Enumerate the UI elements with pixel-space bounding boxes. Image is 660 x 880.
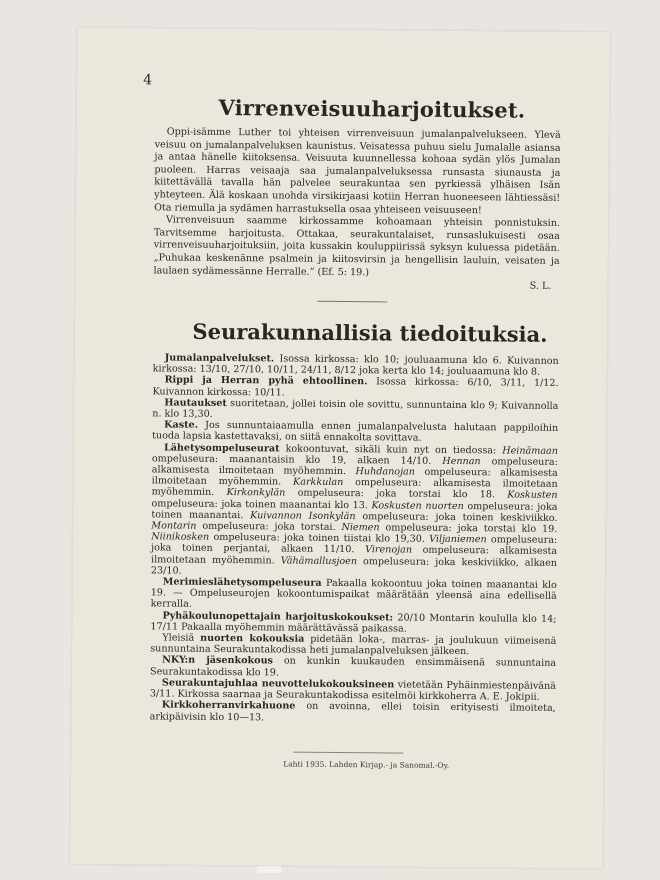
notice-text: ompeluseura: alkamisesta ilmoitetaan myöhemmin.	[151, 466, 558, 488]
notice-text: ompeluseura: joka torstai.	[196, 520, 342, 534]
place-name: Koskusten nuorten	[371, 499, 464, 512]
place-name: Virenojan	[365, 544, 413, 557]
notice-heading: Kirkkoherranvirkahuone	[161, 699, 296, 712]
notice-text: on avoinna, ellei toisin erityisesti ilmoiteta, arkipäivisin klo 10—13.	[149, 700, 556, 723]
notice-heading: Seurakuntajuhlaa neuvottelukokouksineen	[161, 677, 395, 691]
notice-text: ompeluseura: joka keskiviikko, alkaen 23/10.	[150, 555, 558, 577]
notice-text: ompeluseura: joka toinen perjantai, alkaen 11/10.	[151, 534, 558, 556]
notice-text: ompeluseura: joka torstai klo 18.	[285, 487, 508, 501]
paragraph: Oppi-isämme Luther toi yhteisen virrenveisuun jumalanpalvelukseen. Ylevä veisuu on jumalanpalveluksen kaunistus. Veisatessa puhuu sielu Jumalalle asiansa ja antaa hänelle kiitoksensa. Veisuuta kuunnellessa kohoaa sydän ylös Jumalan puoleen. Harras veisaaja saa jumalanpalveluksessa runsasta siunausta ja kiitettävällä tavalla hän palvelee seurakuntaa sen pyrkiessä ylhäisen Isän yhteyteen. Älä koskaan unohda virsikirjaasi kotiin Herran huoneeseen lähtiessäsi! Ota riemulla ja sydämen harrastuksella osaa yhteiseen veisuuseen!	[154, 126, 561, 216]
place-name: Niemen	[341, 522, 380, 534]
notice-text: ompeluseura: joka toinen tiistai klo 19,30.	[209, 532, 430, 546]
notice-heading: NKY:n jäsenkokous	[162, 654, 274, 667]
place-name: Montarin	[151, 520, 197, 532]
notice-heading: Merimieslähetysompeluseura	[162, 576, 322, 589]
notice-text: vietetään Pyhäinmiestenpäivänä 3/11. Kirkossa saarnaa ja Seurakuntakodissa esitelmöi kirkkoherra A. E. Jokipii.	[149, 679, 556, 703]
place-name: Niinikosken	[151, 531, 210, 544]
place-name: Huhdanojan	[355, 466, 416, 478]
notice-text: ompeluseura: joka torstai klo 19.	[379, 522, 558, 535]
notice-text: Yleisiä	[162, 632, 201, 644]
notice-text: 20/10 Montarin koululla klo 14; 17/11 Pakaalla myöhemmin määrättävässä paikassa.	[150, 612, 557, 635]
notice-text: Isossa kirkossa: klo 10; jouluaamuna klo 6. Kuivannon kirkossa: 13/10, 27/10, 10/11, 24/11, 8/12 joka kerta klo 14; jouluaamuna klo 8.	[152, 353, 559, 378]
notice-heading: Pyhäkoulunopettajain harjoituskokoukset:	[162, 610, 394, 624]
section-title-parish-notices: Seurakunnallisia tiedoituksia.	[192, 318, 548, 347]
place-name: Hennan	[442, 455, 481, 468]
notice-heading: Hautaukset	[164, 397, 227, 409]
notice-heading: Rippi ja Herran pyhä ehtoollinen.	[164, 374, 368, 388]
notice-text: ompeluseura: maanantaisin klo 19, alkaen 14/10.	[151, 453, 443, 467]
divider	[317, 301, 387, 303]
place-name: Koskusten	[507, 489, 558, 502]
notice-text: Pakaalla kokoontuu joka toinen maanantai klo 19. — Ompeluseurojen kokoontumispaikat määrätään yleensä aina edellisellä kerralla.	[150, 577, 557, 611]
section-title-hymn-practice: Virrenveisuuharjoitukset.	[218, 94, 526, 123]
hymn-practice-text	[153, 126, 560, 293]
place-name: Vähämallusjoen	[280, 555, 358, 567]
notice-text: Isossa kirkossa: 6/10, 3/11, 1/12. Kuivannon kirkossa: 10/11.	[152, 376, 559, 399]
place-name: Karkkulan	[293, 476, 344, 489]
page-number: 4	[143, 72, 153, 89]
notice-text: ompeluseura: alkamisesta ilmoitetaan myöhemmin.	[151, 456, 558, 478]
paper-tear-mark	[256, 866, 282, 873]
notice-heading: Lähetysompeluseurat	[163, 442, 280, 455]
notice-text: pidetään loka-, marras- ja joulukuun viimeisenä sunnuntaina Seurakuntakodissa heti jumalanpalveluksen jälkeen.	[150, 633, 557, 658]
place-name: Kuivannon Isonkylän	[250, 510, 356, 522]
printer-imprint: Lahti 1935. Lahden Kirjap.- ja Sanomal.-Oy.	[283, 759, 450, 770]
notice-text: Jos sunnuntaiaamulla ennen jumalanpalvelusta halutaan pappiloihin tuoda lapsia kastettavaksi, on siitä ennakolta sovittava.	[152, 419, 559, 445]
parish-notices-text	[150, 352, 559, 725]
notice-text: ompeluseura: joka toinen maanantai klo 13.	[151, 497, 372, 511]
notice-text: ompeluseura: joka toinen keskiviikko.	[355, 510, 558, 524]
notice-text: ompeluseura: alkamisesta ilmoitetaan myöhemmin.	[150, 545, 558, 567]
notice-text: kokoontuvat, sikäli kuin nyt on tiedossa:	[279, 443, 503, 457]
place-name: Kirkonkylän	[226, 487, 286, 499]
place-name: Heinämaan	[502, 445, 559, 457]
notice-heading: Jumalanpalvelukset.	[164, 352, 275, 365]
notice-parish-office	[150, 700, 556, 726]
notice-text: ompeluseura: joka toinen maanantai.	[151, 500, 558, 522]
notice-text: suoritetaan, jollei toisin ole sovittu, sunnuntaina klo 9; Kuivannolla n. klo 13,30.	[152, 397, 559, 420]
place-name: Viljaniemen	[429, 534, 487, 546]
signature: S. L.	[529, 280, 552, 292]
notice-text: on kunkin kuukauden ensimmäisenä sunnuntaina Seurakuntakodissa klo 19.	[149, 655, 557, 679]
printed-page	[70, 28, 609, 869]
notice-text: ompeluseura: alkamisesta ilmoitetaan myöhemmin.	[151, 477, 558, 499]
footer-divider	[293, 752, 403, 754]
notice-seamen-mission	[151, 576, 557, 613]
notice-heading: nuorten kokouksia	[200, 632, 305, 645]
notice-heading: Kaste.	[164, 419, 199, 431]
notice-mission-sewing-circles	[151, 442, 558, 580]
paragraph: Virrenveisuun saamme kirkossamme kohoamaan yhteisin ponnistuksin. Tarvitsemme harjoitusta. Ottakaa, seurakuntalaiset, runsaslukuisesti osaa virrenveisuuharjoituksiin, joita kussakin kouluppiirissä syksyn kuluessa pidetään. „Puhukaa keskenänne psalmein ja kiitosvirsin ja hengellisin lauluin, veisaten ja laulaen sydämessänne Herralle.” (Ef. 5: 19.)	[153, 214, 561, 278]
